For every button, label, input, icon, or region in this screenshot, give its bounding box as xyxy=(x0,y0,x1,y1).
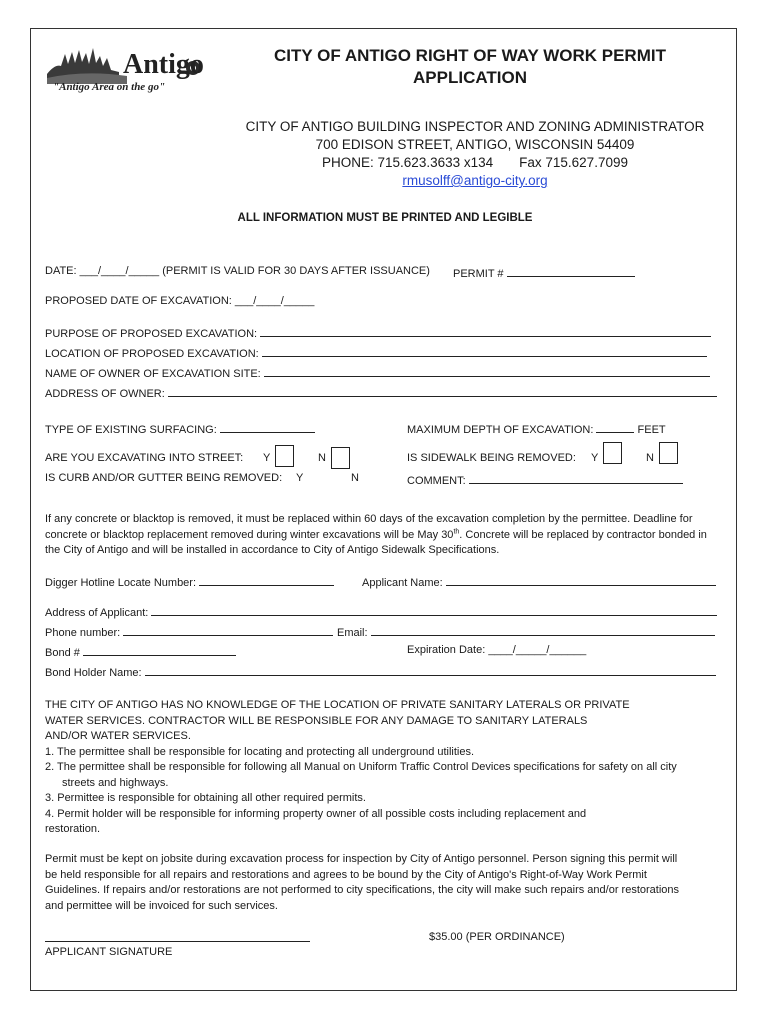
phone-field[interactable] xyxy=(123,624,333,636)
fee-label: $35.00 (PER ORDINANCE) xyxy=(429,931,565,943)
expiration-label: Expiration Date: ____/_____/______ xyxy=(407,644,587,656)
comment-label: COMMENT: xyxy=(407,475,466,487)
max-depth-field[interactable] xyxy=(596,421,634,433)
owner-address-label: ADDRESS OF OWNER: xyxy=(45,388,165,400)
date-label: DATE: ___/____/_____ (PERMIT IS VALID FOR 30 DAYS AFTER ISSUANCE) xyxy=(45,265,430,277)
logo-word: Antigo xyxy=(123,49,204,80)
phone-label: Phone number: xyxy=(45,627,121,639)
street-yes-checkbox[interactable] xyxy=(275,445,294,467)
digger-label: Digger Hotline Locate Number: xyxy=(45,577,197,589)
purpose-label: PURPOSE OF PROPOSED EXCAVATION: xyxy=(45,328,258,340)
bond-holder-row xyxy=(45,664,716,680)
antigo-logo xyxy=(45,44,205,96)
surfacing-field[interactable] xyxy=(220,421,315,433)
proposed-date-label: PROPOSED DATE OF EXCAVATION: ___/____/_____ xyxy=(45,295,315,307)
sidewalk-no-label: N xyxy=(646,452,654,464)
max-depth-unit: FEET xyxy=(637,424,666,436)
owner-name-field[interactable] xyxy=(264,365,710,377)
rule-item-3: 3. Permittee is responsible for obtaining all other required permits. xyxy=(45,792,366,804)
rule-item-4: 4. Permit holder will be responsible for informing property owner of all possible costs including replacement and xyxy=(45,807,587,820)
sidewalk-yes-checkbox[interactable] xyxy=(603,442,622,464)
bond-row xyxy=(45,644,236,660)
rule-item-2: 2. The permittee shall be responsible for following all Manual on Uniform Traffic Control Devices specifications for safety on all city xyxy=(45,761,677,773)
applicant-address-field[interactable] xyxy=(151,604,717,616)
street-no-checkbox[interactable] xyxy=(331,447,350,469)
purpose-row xyxy=(45,325,711,341)
applicant-address-label: Address of Applicant: xyxy=(45,607,149,619)
concrete-text-1: If any concrete or blacktop is removed, it must be replaced within 60 days of the excavation completion by the permittee. Deadline for concrete or blacktop replacement removed during winter excavations will be May 30 xyxy=(45,513,693,541)
location-field[interactable] xyxy=(262,345,707,357)
title-line-1: CITY OF ANTIGO RIGHT OF WAY WORK PERMIT xyxy=(274,46,666,65)
sidewalk-no-checkbox[interactable] xyxy=(659,442,678,464)
owner-name-label: NAME OF OWNER OF EXCAVATION SITE: xyxy=(45,368,261,380)
street-question: ARE YOU EXCAVATING INTO STREET: xyxy=(45,452,244,464)
street-yes-label: Y xyxy=(263,452,271,464)
concrete-text-2: . Concrete will be replaced by contractor bonded in the City of Antigo and will be installed in accordance to City of Antigo Sidewalk Specifications. xyxy=(45,528,707,556)
signature-line[interactable] xyxy=(45,941,310,942)
disclaimer-block xyxy=(45,698,725,838)
permit-number-field[interactable] xyxy=(507,265,635,277)
office-fax: Fax 715.627.7099 xyxy=(519,155,628,170)
disclaimer-line-1: THE CITY OF ANTIGO HAS NO KNOWLEDGE OF THE LOCATION OF PRIVATE SANITARY LATERALS OR PRIVATE xyxy=(45,699,630,711)
digger-row xyxy=(45,574,334,590)
sidewalk-yes-label: Y xyxy=(591,452,599,464)
owner-address-row xyxy=(45,385,717,401)
office-street: 700 EDISON STREET, ANTIGO, WISCONSIN 54409 xyxy=(315,137,635,152)
rule-item-2-cont: streets and highways. xyxy=(62,776,169,789)
location-label: LOCATION OF PROPOSED EXCAVATION: xyxy=(45,348,259,360)
rule-item-4-cont: restoration. xyxy=(45,823,101,835)
rule-item-1: 1. The permittee shall be responsible for locating and protecting all underground utilities. xyxy=(45,745,475,758)
applicant-name-row xyxy=(362,574,716,590)
concrete-paragraph xyxy=(45,512,725,559)
logo-tagline: "Antigo Area on the go" xyxy=(53,81,166,93)
office-address xyxy=(225,118,725,190)
comment-field[interactable] xyxy=(469,472,683,484)
disclaimer-line-3: AND/OR WATER SERVICES. xyxy=(45,730,191,742)
jobsite-paragraph: Permit must be kept on jobsite during excavation process for inspection by City of Antigo personnel. Person signing this permit will be held responsible for all repairs and restorations and agrees to be bound by the City of Antigo's Right-of-Way Work Permit Guidelines. If repairs and/or restorations are not performed to city specifications, the city will make such repairs and/or restorations and permittee will be invoiced for such services. xyxy=(45,853,680,912)
office-email-link[interactable]: rmusolff@antigo-city.org xyxy=(402,173,548,188)
comment-row xyxy=(407,472,683,488)
curb-question: IS CURB AND/OR GUTTER BEING REMOVED: xyxy=(45,472,283,484)
office-contact xyxy=(225,154,725,172)
max-depth-label: MAXIMUM DEPTH OF EXCAVATION: xyxy=(407,424,594,436)
applicant-name-label: Applicant Name: xyxy=(362,577,443,589)
concrete-superscript: th xyxy=(453,527,460,535)
curb-yes-label: Y xyxy=(296,472,304,484)
max-depth-row xyxy=(407,421,666,437)
bond-label: Bond # xyxy=(45,647,80,659)
curb-no-label: N xyxy=(351,472,359,484)
legibility-notice: ALL INFORMATION MUST BE PRINTED AND LEGIBLE xyxy=(237,212,533,224)
title-line-2: APPLICATION xyxy=(413,68,527,87)
digger-field[interactable] xyxy=(199,574,334,586)
page-title xyxy=(240,45,700,89)
sidewalk-question: IS SIDEWALK BEING REMOVED: xyxy=(407,452,576,464)
office-name: CITY OF ANTIGO BUILDING INSPECTOR AND ZONING ADMINISTRATOR xyxy=(245,119,705,134)
phone-row xyxy=(45,624,333,640)
applicant-address-row xyxy=(45,604,717,620)
surfacing-label: TYPE OF EXISTING SURFACING: xyxy=(45,424,217,436)
street-no-label: N xyxy=(318,452,326,464)
bond-field[interactable] xyxy=(83,644,236,656)
location-row xyxy=(45,345,707,361)
bond-holder-label: Bond Holder Name: xyxy=(45,667,142,679)
surfacing-row xyxy=(45,421,315,437)
applicant-name-field[interactable] xyxy=(446,574,716,586)
purpose-field[interactable] xyxy=(260,325,711,337)
owner-address-field[interactable] xyxy=(168,385,717,397)
email-field[interactable] xyxy=(371,624,715,636)
email-row xyxy=(337,624,715,640)
office-phone: PHONE: 715.623.3633 x134 xyxy=(322,155,494,170)
signature-label: APPLICANT SIGNATURE xyxy=(45,946,173,958)
disclaimer-line-2: WATER SERVICES. CONTRACTOR WILL BE RESPONSIBLE FOR ANY DAMAGE TO SANITARY LATERALS xyxy=(45,714,588,727)
permit-number-row xyxy=(453,265,635,281)
email-label: Email: xyxy=(337,627,368,639)
bond-holder-field[interactable] xyxy=(145,664,716,676)
owner-name-row xyxy=(45,365,710,381)
permit-number-label: PERMIT # xyxy=(453,268,504,280)
